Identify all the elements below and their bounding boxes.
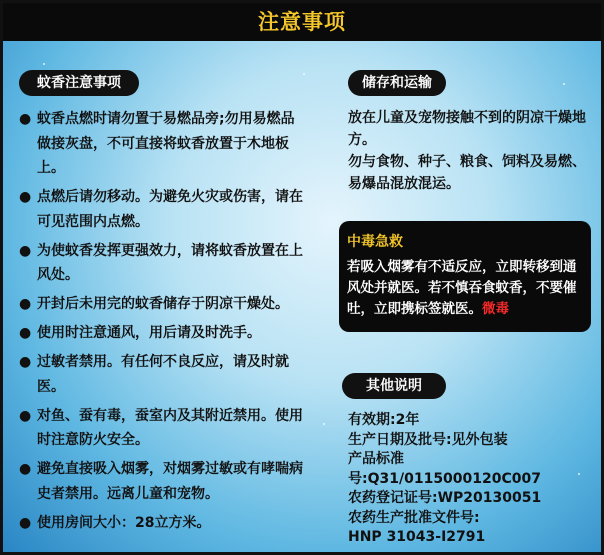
list-item <box>19 107 304 181</box>
bullet-icon: ● <box>19 354 32 370</box>
mosquito-notes-heading: 蚊香注意事项 <box>19 70 139 96</box>
page-title: 注意事项 <box>3 3 601 41</box>
list-item <box>19 404 304 453</box>
storage-text-line: 放在儿童及宠物接触不到的阴凉干燥地方。 <box>348 110 586 148</box>
list-item <box>19 350 304 399</box>
other-notes-line: 农药生产批准文件号: <box>348 509 480 526</box>
other-notes-line: 产品标准号:Q31/0115000120C007 <box>348 451 542 487</box>
bullet-icon: ● <box>19 514 32 531</box>
bullet-icon: ● <box>19 111 32 127</box>
list-item <box>19 239 304 288</box>
list-item <box>19 185 304 234</box>
first-aid-heading: 中毒急救 <box>347 234 403 250</box>
list-item-text: 点燃后请勿移动。为避免火灾或伤害，请在可见范围内点燃。 <box>37 189 303 230</box>
sparkle-decoration <box>563 83 565 85</box>
sparkle-decoration <box>323 423 325 425</box>
bullet-icon: ● <box>19 242 32 259</box>
list-item-text: 使用时注意通风，用后请及时洗手。 <box>37 325 261 341</box>
bullet-icon: ● <box>19 296 32 312</box>
bullet-icon: ● <box>19 189 32 205</box>
list-item-text: 避免直接吸入烟雾，对烟雾过敏或有哮喘病史者禁用。远离儿童和宠物。 <box>37 461 303 502</box>
list-item <box>19 292 304 317</box>
list-item-text: 过敏者禁用。有任何不良反应，请及时就医。 <box>37 354 289 395</box>
mosquito-notes-list <box>19 107 304 540</box>
other-notes-heading: 其他说明 <box>342 373 446 399</box>
sparkle-decoration <box>303 73 305 75</box>
list-item-text: 对鱼、蚕有毒，蚕室内及其附近禁用。使用时注意防火安全。 <box>37 407 303 448</box>
storage-text <box>348 107 596 195</box>
sparkle-decoration <box>43 63 45 65</box>
other-notes-text <box>348 411 596 548</box>
storage-heading: 储存和运输 <box>348 70 446 96</box>
bullet-icon: ● <box>19 407 32 424</box>
toxicity-label: 微毒 <box>482 301 509 317</box>
list-item <box>19 511 304 536</box>
first-aid-text <box>347 257 583 320</box>
other-notes-line: 生产日期及批号:见外包装 <box>348 431 508 448</box>
storage-text-line: 勿与食物、种子、粮食、饲料及易燃、易爆品混放混运。 <box>348 154 586 192</box>
first-aid-body: 若吸入烟雾有不适反应，立即转移到通风处并就医。若不慎吞食蚊香，不要催吐，立即携标签就医。 <box>347 259 577 317</box>
list-item-text: 蚊香点燃时请勿置于易燃品旁;勿用易燃品做接灰盘，不可直接将蚊香放置于木地板上。 <box>37 111 295 176</box>
other-notes-line: 有效期:2年 <box>348 412 420 428</box>
list-item-text: 使用房间大小：28立方米。 <box>37 514 211 531</box>
other-notes-line: 农药登记证号:WP20130051 <box>348 490 542 506</box>
bullet-icon: ● <box>19 461 32 477</box>
first-aid-box <box>339 221 591 332</box>
list-item-text: 开封后未用完的蚊香储存于阴凉干燥处。 <box>37 296 289 312</box>
list-item-text: 为使蚊香发挥更强效力，请将蚊香放置在上风处。 <box>37 242 303 283</box>
list-item <box>19 457 304 506</box>
other-notes-line: HNP 31043-I2791 <box>348 529 486 545</box>
list-item <box>19 321 304 346</box>
bullet-icon: ● <box>19 325 32 341</box>
